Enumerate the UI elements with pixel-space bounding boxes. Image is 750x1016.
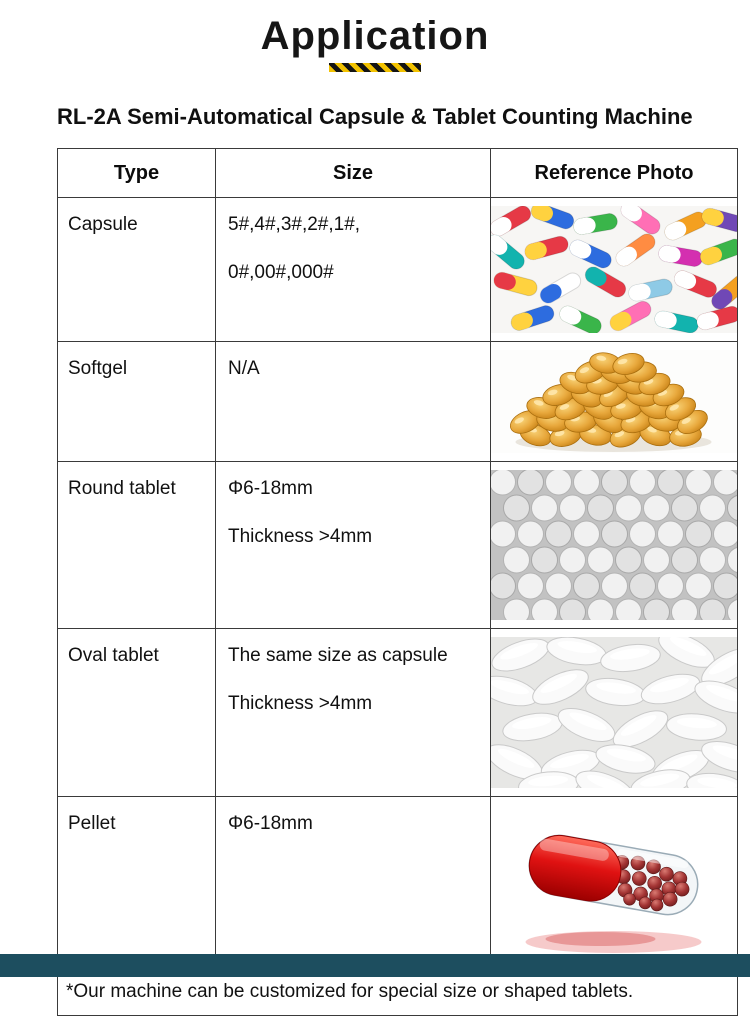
golden-softgels-photo xyxy=(491,350,737,453)
size-cell xyxy=(216,198,491,342)
size-line-1: 5#,4#,3#,2#,1#, xyxy=(228,214,361,235)
type-cell: Oval tablet xyxy=(58,629,216,797)
colorful-capsules-photo xyxy=(491,206,737,333)
header-reference-photo: Reference Photo xyxy=(491,149,738,198)
photo-cell xyxy=(491,198,738,342)
size-line-2: Thickness >4mm xyxy=(228,693,373,714)
barcode-stripe-decoration xyxy=(329,63,421,72)
table-row-capsule xyxy=(58,198,738,342)
application-table xyxy=(57,148,738,1016)
header-type: Type xyxy=(58,149,216,198)
table-row-round-tablet xyxy=(58,462,738,629)
header-size: Size xyxy=(216,149,491,198)
page-title: Application xyxy=(260,14,490,58)
size-line-1: Φ6-18mm xyxy=(228,478,313,499)
size-line-2: 0#,00#,000# xyxy=(228,262,334,283)
table-header-row xyxy=(58,149,738,198)
size-cell xyxy=(216,462,491,629)
size-line-1: The same size as capsule xyxy=(228,645,448,666)
size-cell xyxy=(216,342,491,462)
type-cell: Softgel xyxy=(58,342,216,462)
table-row-softgel xyxy=(58,342,738,462)
red-capsule-with-pellets-photo xyxy=(491,805,737,960)
machine-subtitle: RL-2A Semi-Automatical Capsule & Tablet Counting Machine xyxy=(57,104,693,129)
type-cell: Capsule xyxy=(58,198,216,342)
photo-cell xyxy=(491,629,738,797)
size-cell xyxy=(216,629,491,797)
table-row-pellet xyxy=(58,797,738,969)
type-cell: Pellet xyxy=(58,797,216,969)
photo-cell xyxy=(491,797,738,969)
table-row-oval-tablet xyxy=(58,629,738,797)
size-line-1: N/A xyxy=(228,358,260,379)
bottom-teal-bar xyxy=(0,954,750,977)
white-round-tablets-photo xyxy=(491,470,737,620)
type-cell: Round tablet xyxy=(58,462,216,629)
footnote-text: *Our machine can be customized for special size or shaped tablets. xyxy=(58,969,738,1016)
size-cell xyxy=(216,797,491,969)
size-line-2: Thickness >4mm xyxy=(228,526,373,547)
photo-cell xyxy=(491,462,738,629)
size-line-2 xyxy=(228,406,484,407)
size-line-2 xyxy=(228,861,484,862)
white-oval-tablets-photo xyxy=(491,637,737,788)
size-line-1: Φ6-18mm xyxy=(228,813,313,834)
photo-cell xyxy=(491,342,738,462)
